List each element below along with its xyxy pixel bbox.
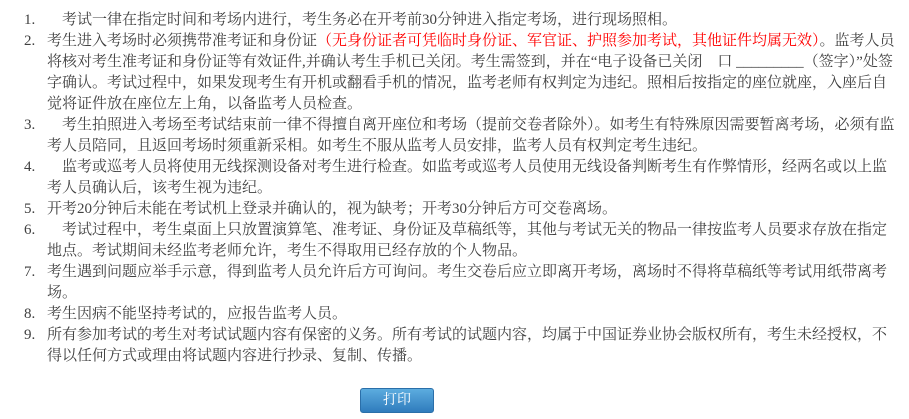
- rule-number: 7.: [24, 264, 36, 280]
- rule-text-segment: 考生因病不能坚持考试的，应报告监考人员。: [47, 306, 348, 322]
- print-button[interactable]: 打印: [360, 388, 434, 413]
- rule-item: [24, 325, 896, 367]
- rule-text-segment: 监考或巡考人员将使用无线探测设备对考生进行检查。如监考或巡考人员使用无线设备判断考生有作弊情形，经两名或以上监考人员确认后，该考生视为违纪。: [47, 159, 888, 196]
- rule-text: [47, 201, 617, 217]
- rule-text: [47, 264, 887, 301]
- rule-item: [24, 157, 896, 199]
- rule-text-segment: 考生拍照进入考场至考试结束前一律不得擅自离开座位和考场（提前交卷者除外）。如考生有特殊原因需要暂离考场，必须有监考人员陪同，且返回考场时须重新采相。如考生不服从监考人员安排，监考人员有权判定考生违纪。: [47, 117, 895, 154]
- rule-text: [47, 117, 895, 154]
- rule-text-segment: 考试一律在指定时间和考场内进行，考生务必在开考前30分钟进入指定考场，进行现场照相。: [47, 12, 678, 28]
- rule-number: 9.: [24, 327, 36, 343]
- rule-number: 8.: [24, 306, 36, 322]
- rule-text-segment: 考试过程中，考生桌面上只放置演算笔、准考证、身份证及草稿纸等，其他与考试无关的物品一律按监考人员要求存放在指定地点。考试期间未经监考老师允许，考生不得取用已经存放的个人物品。: [47, 222, 888, 259]
- rule-item: [24, 10, 896, 31]
- rule-text-segment: 考生遇到问题应举手示意，得到监考人员允许后方可询问。考生交卷后应立即离开考场，离场时不得将草稿纸等考试用纸带离考场。: [47, 264, 888, 301]
- rule-text-segment: 考生进入考场时必须携带准考证和身份证: [47, 33, 318, 49]
- rule-text: [47, 12, 677, 28]
- rule-number: 5.: [24, 201, 36, 217]
- rule-item: [24, 31, 896, 115]
- rule-number: 2.: [24, 33, 36, 49]
- rule-item: [24, 220, 896, 262]
- rule-item: [24, 262, 896, 304]
- rule-text-segment: 所有参加考试的考生对考试试题内容有保密的义务。所有考试的试题内容，均属于中国证券业协会版权所有，考生未经授权，不得以任何方式或理由将试题内容进行抄录、复制、传播。: [47, 327, 888, 364]
- rule-number: 6.: [24, 222, 36, 238]
- rule-item: [24, 199, 896, 220]
- rule-text: [47, 159, 887, 196]
- rule-text: [47, 33, 895, 112]
- rule-text: [47, 222, 887, 259]
- rule-number: 1.: [24, 12, 36, 28]
- rule-number: 4.: [24, 159, 36, 175]
- rule-number: 3.: [24, 117, 36, 133]
- rules-list: [24, 10, 896, 367]
- button-row: [360, 388, 434, 413]
- rule-item: [24, 304, 896, 325]
- rule-text-segment: 开考20分钟后未能在考试机上登录并确认的，视为缺考；开考30分钟后方可交卷离场。: [47, 201, 618, 217]
- rule-text: [47, 327, 887, 364]
- rule-text: [47, 306, 347, 322]
- rule-text-segment: （无身份证者可凭临时身份证、军官证、护照参加考试，其他证件均属无效）: [317, 33, 820, 49]
- rule-item: [24, 115, 896, 157]
- rule-text-segment: 。监考人员将核对考生准考证和身份证等有效证件,并确认考生手机已关闭。考生需签到，并在“电子设备已关闭 口 _________（签字）”处签字确认。考试过程中，如果发现考生有开机或翻看手机的情况，监考老师有权判定为违纪。照相后按指定的座位就座，入座后自觉将证件放在座位左上角，以备监考人员检查。: [47, 33, 895, 112]
